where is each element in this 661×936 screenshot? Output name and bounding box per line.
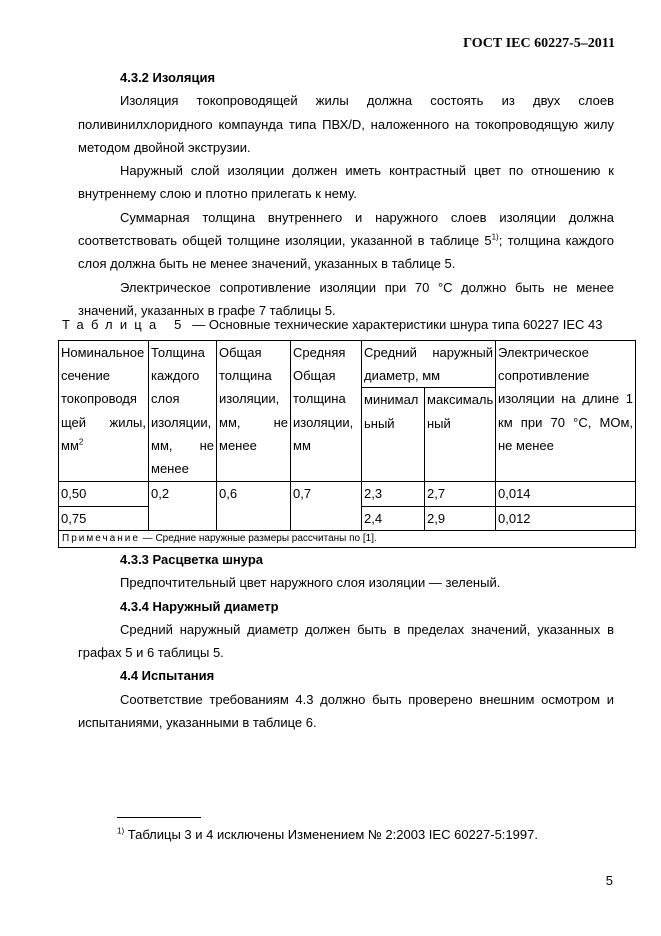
- header-line: [61, 434, 146, 457]
- table-cell: 0,014: [496, 482, 636, 506]
- table-cell: 2,7: [425, 482, 496, 506]
- paragraph: Средний наружный диаметр должен быть в пределах значений, указанных в графах 5 и 6 таблицы 5.: [78, 621, 614, 661]
- table-cell: 0,6: [217, 482, 291, 530]
- header-cell-outer-diameter: [362, 341, 496, 388]
- header-cell-max: [425, 388, 496, 482]
- header-line: изоляции на длине 1: [498, 391, 633, 407]
- header-line: каждого: [151, 368, 200, 384]
- footnote: [117, 827, 538, 842]
- table-cell: 0,50: [59, 482, 149, 506]
- header-line: ьный: [364, 415, 395, 431]
- header-cell-average-thickness: [291, 341, 362, 482]
- footnote-separator: [117, 817, 201, 818]
- header-line: ный: [427, 415, 451, 431]
- paragraph: Электрическое сопротивление изоляции при 70 °C должно быть не менее значений, указанных в графе 7 таблицы 5.: [78, 279, 614, 318]
- header-line: мм, не: [151, 437, 214, 453]
- section-heading-4-3-3: 4.3.3 Расцветка шнура: [120, 552, 263, 567]
- table-cell: 2,3: [362, 482, 425, 506]
- header-line: Средний наружный: [364, 345, 493, 360]
- page-number: 5: [605, 873, 613, 888]
- table-5: [58, 340, 636, 548]
- header-line: толщина: [293, 391, 346, 407]
- header-line: Общая: [293, 368, 336, 384]
- header-line: Средняя: [293, 345, 346, 360]
- header-line: Номинальное: [61, 345, 145, 360]
- table-caption-text: — Основные технические характеристики шнура типа 60227 IEC 43: [188, 317, 603, 332]
- table-cell: 0,7: [291, 482, 362, 530]
- header-line: менее: [219, 437, 257, 453]
- header-line: мм: [293, 437, 311, 453]
- header-line: токопроводя: [61, 391, 137, 407]
- paragraph: Наружный слой изоляции должен иметь контрастный цвет по отношению к внутреннему слою и плотно прилегать к нему.: [78, 163, 614, 202]
- sections-4-3-3-to-4-4: [78, 548, 614, 734]
- header-line: минимал: [364, 392, 419, 408]
- header-line: изоляции,: [151, 414, 212, 430]
- note-label: Примечание: [62, 532, 140, 544]
- header-line: максималь: [427, 392, 494, 408]
- text-run: Суммарная толщина внутреннего и наружного слоев изоляции должна соответствовать общей толщине изоляции, указанной в таблице 5: [78, 209, 614, 249]
- table-cell: 0,012: [496, 506, 636, 530]
- header-line: толщина: [219, 368, 272, 384]
- table-note-row: [59, 530, 636, 547]
- paragraph: Соответствие требованиям 4.3 должно быть проверено внешним осмотром и испытаниями, указанными в таблице 6.: [78, 691, 614, 731]
- section-4-3-2: [78, 66, 614, 322]
- header-line: Электрическое: [498, 345, 589, 360]
- header-line: Общая: [219, 345, 262, 360]
- header-line: слоя: [151, 391, 180, 407]
- header-line: Толщина: [151, 345, 205, 360]
- header-cell-nominal-section: [59, 341, 149, 482]
- standard-header: ГОСТ IEC 60227-5–2011: [463, 36, 615, 51]
- header-line: сечение: [61, 368, 110, 384]
- paragraph: Предпочтительный цвет наружного слоя изоляции — зеленый.: [120, 575, 501, 591]
- header-line: щей жилы,: [61, 414, 146, 430]
- header-cell-min: [362, 388, 425, 482]
- footnote-text: Таблицы 3 и 4 исключены Изменением № 2:2003 IEC 60227-5:1997.: [124, 827, 538, 842]
- table-cell: 2,4: [362, 506, 425, 530]
- paragraph: [78, 206, 614, 276]
- header-cell-resistance: [496, 341, 636, 482]
- header-line: км при 70 °C, МОм,: [498, 414, 633, 430]
- header-line: мм, не: [219, 414, 288, 430]
- header-line: не менее: [498, 437, 554, 453]
- header-line: сопротивление: [498, 368, 590, 384]
- section-heading-4-3-4: 4.3.4 Наружный диаметр: [120, 598, 279, 614]
- table-row: [59, 482, 636, 506]
- table-header-row: [59, 341, 636, 388]
- paragraph: Изоляция токопроводящей жилы должна состоять из двух слоев поливинилхлоридного компаунда типа ПВХ/D, наложенного на токопроводящую жилу методом двойной экструзии.: [78, 93, 614, 155]
- text-run: ; толщина каждого слоя должна быть не менее значений, указанных в таблице 5.: [78, 233, 614, 272]
- header-line: изоляции,: [293, 414, 354, 430]
- section-heading-4-3-2: 4.3.2 Изоляция: [120, 70, 216, 85]
- footnote-mark: 1): [117, 826, 125, 836]
- table-cell: 2,9: [425, 506, 496, 530]
- section-heading-4-4: 4.4 Испытания: [120, 668, 215, 684]
- header-cell-total-thickness: [217, 341, 291, 482]
- footnote-reference[interactable]: 1): [491, 232, 499, 242]
- table-cell: 0,75: [59, 506, 149, 530]
- header-line: диаметр, мм: [364, 368, 441, 384]
- header-line: менее: [151, 461, 189, 477]
- unit-superscript: 2: [78, 437, 84, 447]
- table-cell: 0,2: [149, 482, 217, 530]
- unit-text: мм: [61, 437, 79, 453]
- header-cell-layer-thickness: [149, 341, 217, 482]
- table-note: [59, 530, 636, 547]
- table-caption-label: Таблица 5: [62, 317, 189, 332]
- table-caption: [62, 317, 602, 332]
- note-text: — Средние наружные размеры рассчитаны по [1].: [139, 532, 377, 544]
- header-line: изоляции,: [219, 391, 280, 407]
